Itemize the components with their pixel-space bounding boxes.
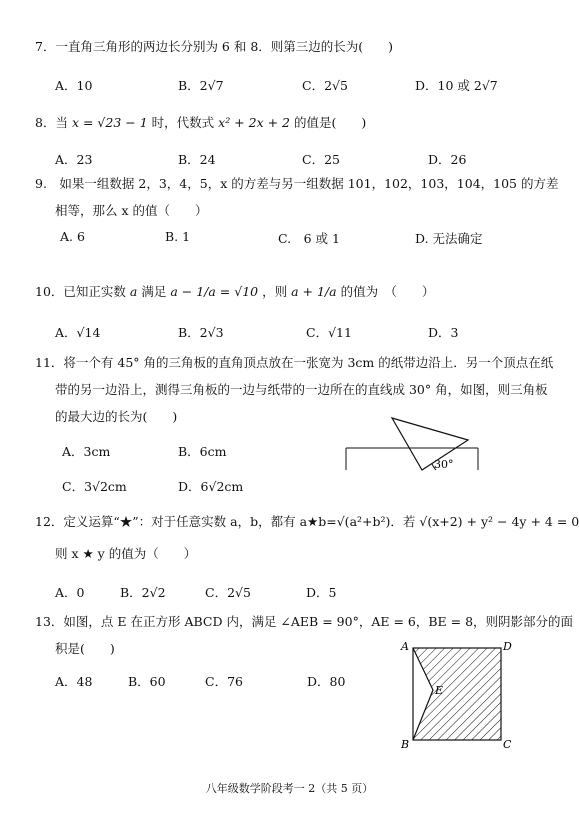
q13-line2: 积是( ) [55,641,115,656]
q10-option-d: D．3 [428,325,459,340]
q8-option-b: B．24 [178,152,216,167]
q12-option-b: B．2√2 [120,585,166,600]
label-a: A [401,640,409,653]
q11-line3: 的最大边的长为( ) [55,409,178,424]
label-e: E [435,684,444,697]
q7-option-a: A．10 [55,78,93,93]
q10-mid1: 满足 [141,284,167,299]
q10-option-b: B．2√3 [178,325,224,340]
q10-option-a: A．√14 [55,325,101,340]
q11-option-c: C．3√2cm [62,479,127,494]
q8-condition: x = √23 − 1 [71,115,148,130]
q13-option-a: A．48 [55,674,93,689]
q9-option-b: B. 1 [165,229,191,244]
q13-option-d: D．80 [307,674,346,689]
q10-expression: a + 1/a [291,284,337,299]
q10-suffix: 的值为 （ ） [340,284,435,299]
q13-option-c: C．76 [205,674,243,689]
q8-expression: x² + 2x + 2 [218,115,290,130]
q8-stem [35,114,366,132]
q11-angle-label: 30° [434,458,454,471]
q10-var: a [129,284,138,299]
q13-option-b: B．60 [128,674,166,689]
q8-option-c: C．25 [302,152,340,167]
q10-stem [35,283,434,301]
q9-option-a: A. 6 [60,229,85,244]
q7-text: 7．一直角三角形的两边长分别为 6 和 8．则第三边的长为( ) [35,39,394,54]
q11-line2: 带的另一边沿上，测得三角板的一边与纸带的一边所在的直线成 30° 角，如图，则三角板 [55,382,548,397]
q12-line1: 12．定义运算“★”：对于任意实数 a，b，都有 a★b=√(a²+b²)．若 √(x+2) + y² − 4y + 4 = 0 [35,514,579,529]
label-c: C [503,738,512,751]
q10-prefix: 10．已知正实数 [35,284,126,299]
q8-mid: 时，代数式 [151,115,215,130]
q13-line1: 13．如图，点 E 在正方形 ABCD 内，满足 ∠AEB = 90°，AE = 6，BE = 8，则阴影部分的面 [35,614,574,629]
q12-option-a: A．0 [55,585,85,600]
label-b: B [401,738,410,751]
q9-line1: 9. 如果一组数据 2，3，4，5，x 的方差与另一组数据 101，102，103，104，105 的方差 [35,176,559,191]
q13-figure [395,638,520,754]
q10-condition: a − 1/a = √10 [170,284,259,299]
set-square-triangle [392,418,468,470]
q9-option-c: C. 6 或 1 [278,231,340,246]
q12-option-d: D．5 [306,585,337,600]
q11-line1: 11．将一个有 45° 角的三角板的直角顶点放在一张宽为 3cm 的纸带边沿上．另一个顶点在纸 [35,355,554,370]
q10-mid2: ，则 [262,284,288,299]
q11-option-d: D．6√2cm [178,479,244,494]
q12-line2: 则 x ★ y 的值为（ ） [55,546,197,561]
page-footer: 八年级数学阶段考一 2（共 5 页） [205,782,374,795]
q8-option-a: A．23 [55,152,93,167]
shaded-region [413,648,501,740]
q12-option-c: C．2√5 [205,585,251,600]
label-d: D [503,640,512,653]
q7-option-d: D．10 或 2√7 [415,78,498,93]
q7-option-b: B．2√7 [178,78,224,93]
q8-suffix: 的值是( ) [293,115,367,130]
q11-option-b: B．6cm [178,444,227,459]
q11-figure [340,410,485,472]
q8-option-d: D．26 [428,152,467,167]
q10-option-c: C．√11 [306,325,352,340]
q9-option-d: D. 无法确定 [415,231,483,246]
q7-option-c: C．2√5 [302,78,348,93]
q11-option-a: A．3cm [62,444,111,459]
q9-line2: 相等，那么 x 的值（ ） [55,203,208,218]
q8-prefix: 8．当 [35,115,68,130]
